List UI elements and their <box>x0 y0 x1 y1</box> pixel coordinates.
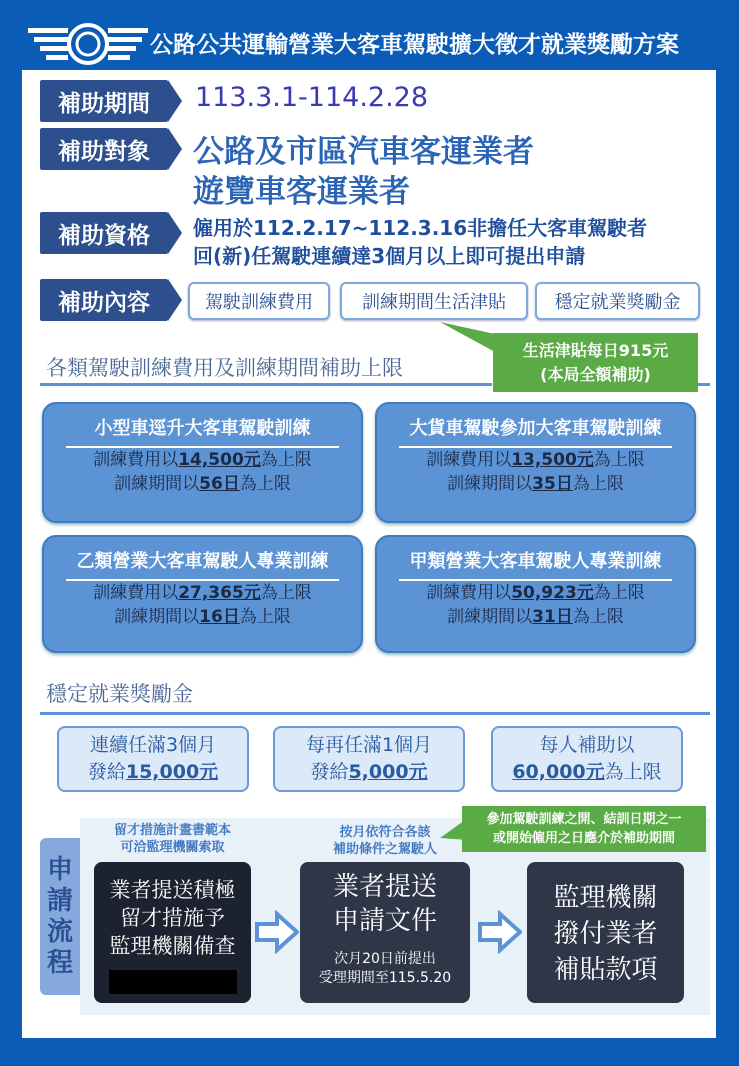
card-fee-line <box>377 448 694 472</box>
training-card <box>375 402 696 523</box>
days-amount: 35日 <box>532 474 573 494</box>
highway-bureau-logo <box>28 22 148 66</box>
days-amount: 31日 <box>532 607 573 627</box>
card-fee-line <box>44 581 361 605</box>
reward-box <box>57 726 249 792</box>
text: 為上限 <box>593 450 645 470</box>
divider <box>698 383 710 386</box>
text: 發給 <box>310 761 349 783</box>
tag-training-fee: 駕駛訓練費用 <box>188 282 330 320</box>
step-line: 業者提送積極 <box>109 878 236 902</box>
step-line: 業者提送 <box>332 872 437 902</box>
fee-amount: 14,500元 <box>178 450 261 470</box>
step-line: 監理機關 <box>553 883 658 913</box>
card-fee-line <box>377 581 694 605</box>
text: 訓練費用以 <box>93 450 179 470</box>
side-char: 程 <box>46 947 73 978</box>
step-line: 撥付業者 <box>553 919 658 949</box>
note-line: 按月依符合各該 <box>339 825 431 840</box>
step-subline: 受理期間至115.5.20 <box>318 970 452 986</box>
side-char: 申 <box>46 854 73 885</box>
reward-amount: 60,000元 <box>512 761 605 783</box>
training-heading: 各類駕駛訓練費用及訓練期間補助上限 <box>46 356 403 380</box>
text: 訓練費用以 <box>426 450 512 470</box>
tag-employment-reward: 穩定就業獎勵金 <box>535 282 700 320</box>
card-days-line <box>44 605 361 629</box>
fee-amount: 50,923元 <box>511 583 594 603</box>
training-card <box>42 535 363 653</box>
note-line: 可洽監理機關索取 <box>120 840 225 855</box>
text: 訓練費用以 <box>426 583 512 603</box>
text: 為上限 <box>593 583 645 603</box>
note-line: 補助條件之駕駛人 <box>332 842 437 857</box>
redacted-block <box>109 970 237 994</box>
days-amount: 16日 <box>199 607 240 627</box>
callout-pointer <box>440 322 500 352</box>
note-line: 參加駕駛訓練之開、結訓日期之一 <box>486 812 682 827</box>
text: 為上限 <box>260 450 312 470</box>
eligibility-line: 回(新)任駕駛連續達3個月以上即可提出申請 <box>193 244 586 268</box>
text: 為上限 <box>572 607 624 627</box>
process-green-note <box>462 806 706 852</box>
target-line: 遊覽車客運業者 <box>193 174 410 210</box>
card-days-line <box>377 605 694 629</box>
content-label: 補助內容 <box>40 279 168 321</box>
allowance-callout <box>493 333 698 392</box>
side-char: 流 <box>46 916 73 947</box>
step-line: 補貼款項 <box>553 955 658 985</box>
step-line: 監理機關備查 <box>109 934 236 958</box>
monthly-note <box>300 824 470 858</box>
callout-line: (本局全額補助) <box>540 364 651 384</box>
target-label: 補助對象 <box>40 128 168 170</box>
side-char: 請 <box>46 885 73 916</box>
fee-amount: 13,500元 <box>511 450 594 470</box>
note-line: 留才措施計畫書範本 <box>113 823 231 838</box>
template-note <box>94 822 251 856</box>
step-line: 留才措施予 <box>120 906 225 930</box>
step-1 <box>94 862 251 1003</box>
training-card <box>375 535 696 653</box>
step-2 <box>300 862 470 1003</box>
arrow-right-icon <box>255 910 299 954</box>
reward-amount: 5,000元 <box>348 761 428 783</box>
step-subline: 次月20日前提出 <box>334 951 436 967</box>
arrow-right-icon <box>478 910 522 954</box>
page-title: 公路公共運輸營業大客車駕駛擴大徵才就業獎勵方案 <box>150 32 679 58</box>
text: 為上限 <box>572 474 624 494</box>
reward-amount: 15,000元 <box>125 761 219 783</box>
reward-line <box>275 759 463 786</box>
step-3 <box>527 862 684 1003</box>
text: 訓練期間以 <box>114 474 200 494</box>
text: 為上限 <box>239 474 291 494</box>
reward-line <box>493 759 681 786</box>
reward-line: 連續任滿3個月 <box>89 734 217 756</box>
reward-line <box>59 759 247 786</box>
card-days-line <box>44 472 361 496</box>
step-line: 申請文件 <box>332 906 437 936</box>
divider <box>40 383 492 386</box>
process-side-label <box>40 838 80 995</box>
period-label: 補助期間 <box>40 80 168 122</box>
target-line: 公路及市區汽車客運業者 <box>193 134 534 170</box>
text: 為上限 <box>260 583 312 603</box>
card-fee-line <box>44 448 361 472</box>
note-line: 或開始僱用之日應介於補助期間 <box>492 831 675 846</box>
fee-amount: 27,365元 <box>178 583 261 603</box>
card-title: 甲類營業大客車駕駛人專業訓練 <box>399 547 672 581</box>
reward-line: 每再任滿1個月 <box>305 734 433 756</box>
reward-box <box>273 726 465 792</box>
divider <box>40 712 710 715</box>
card-title: 大貨車駕駛參加大客車駕駛訓練 <box>399 414 672 448</box>
reward-line: 每人補助以 <box>539 734 635 756</box>
text: 為上限 <box>604 761 662 783</box>
period-value: 113.3.1-114.2.28 <box>195 82 429 113</box>
callout-line: 生活津貼每日915元 <box>522 340 669 360</box>
reward-heading: 穩定就業獎勵金 <box>46 682 193 706</box>
text: 訓練期間以 <box>447 607 533 627</box>
training-card <box>42 402 363 523</box>
text: 發給 <box>87 761 126 783</box>
reward-box <box>491 726 683 792</box>
text: 訓練期間以 <box>447 474 533 494</box>
card-days-line <box>377 472 694 496</box>
eligibility-label: 補助資格 <box>40 212 168 254</box>
card-title: 小型車逕升大客車駕駛訓練 <box>66 414 339 448</box>
days-amount: 56日 <box>199 474 240 494</box>
text: 訓練期間以 <box>114 607 200 627</box>
text: 訓練費用以 <box>93 583 179 603</box>
eligibility-line: 僱用於112.2.17~112.3.16非擔任大客車駕駛者 <box>193 216 648 240</box>
card-title: 乙類營業大客車駕駛人專業訓練 <box>66 547 339 581</box>
tag-living-allowance: 訓練期間生活津貼 <box>340 282 528 320</box>
text: 為上限 <box>239 607 291 627</box>
